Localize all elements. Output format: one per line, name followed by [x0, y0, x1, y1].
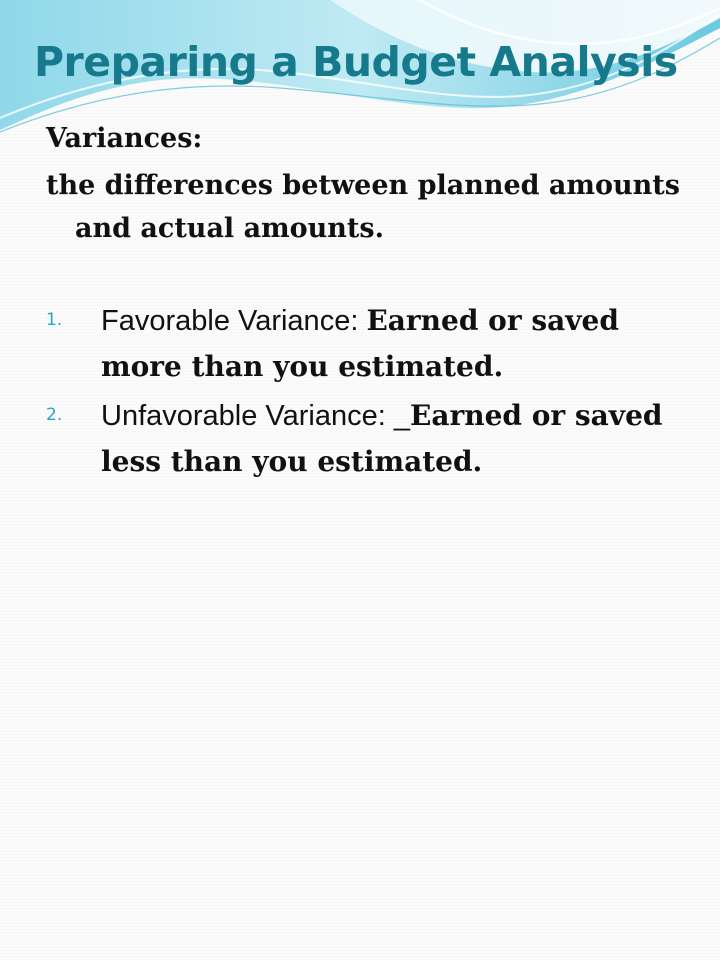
variance-list — [46, 298, 686, 484]
list-item — [46, 298, 686, 389]
slide-body — [46, 117, 686, 488]
slide-title: Preparing a Budget Analysis — [34, 38, 678, 86]
spacer — [46, 250, 686, 298]
term-heading: Variances: — [46, 123, 203, 154]
list-number: 1. — [46, 310, 63, 330]
list-number: 2. — [46, 405, 63, 425]
list-item-label: Favorable Variance: — [101, 305, 367, 337]
list-item-label: Unfavorable Variance: _ — [101, 400, 410, 432]
term-definition: the differences between planned amounts and actual amounts. — [46, 170, 680, 244]
list-item-text: Earned or saved more than you estimated. — [101, 304, 619, 383]
list-item — [46, 393, 686, 484]
list-item-text: Earned or saved less than you estimated. — [101, 399, 663, 478]
